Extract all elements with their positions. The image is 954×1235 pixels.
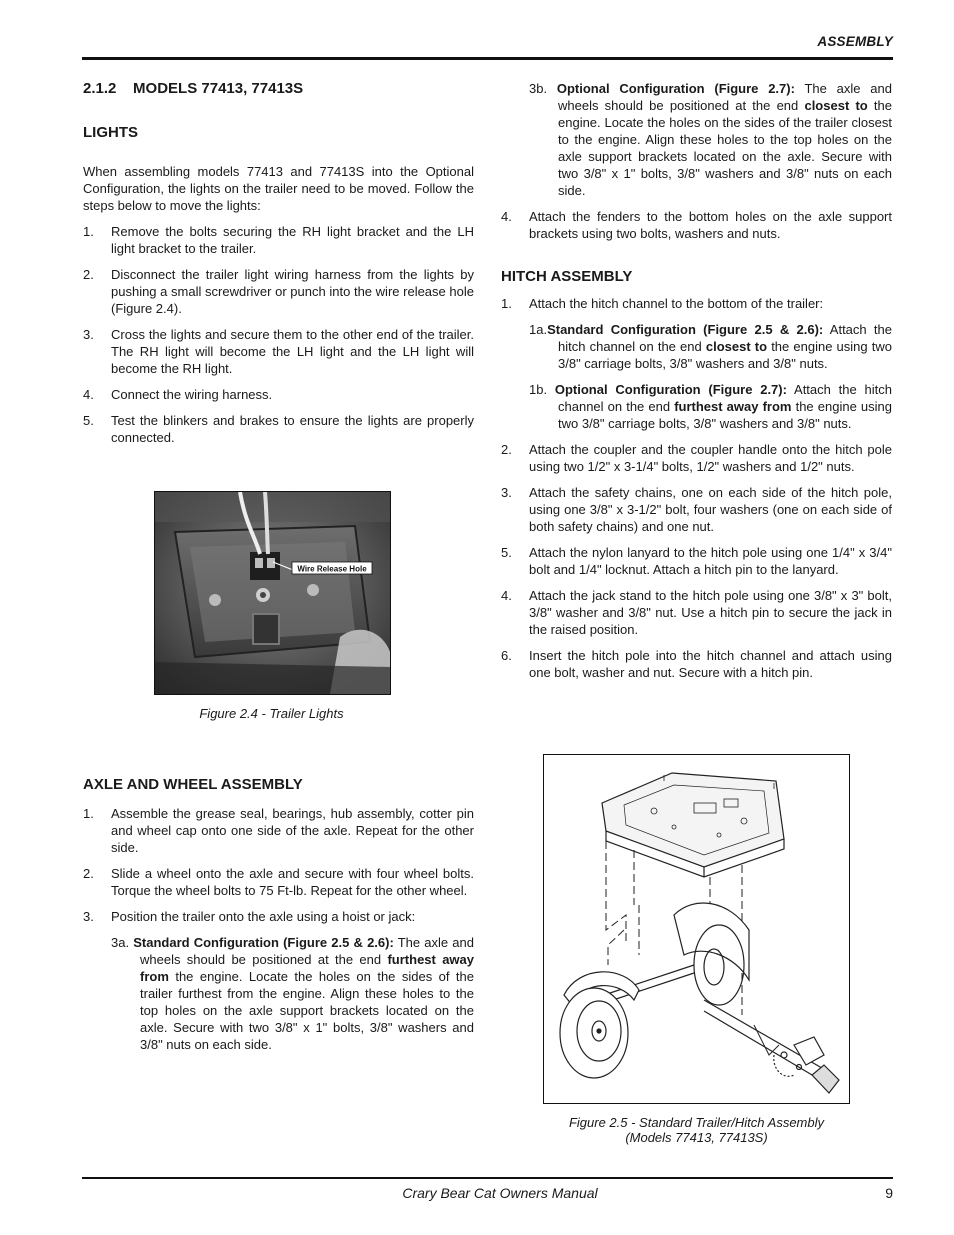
lights-intro: When assembling models 77413 and 77413S into the Optional Configuration, the lights on the trailer need to be moved. Follow the steps below to move the lights: [83, 164, 474, 213]
page-number: 9 [885, 1185, 893, 1201]
list-item: 2. Slide a wheel onto the axle and secure with four wheel bolts. Torque the wheel bolts to 75 Ft-lb. Repeat for the other wheel. [83, 866, 474, 898]
list-item: 3. Attach the safety chains, one on each side of the hitch pole, using one 3/8" x 3-1/2" bolt, four washers (one on each side of both safety chains) and one nut. [501, 485, 892, 534]
list-item: 5. Test the blinkers and brakes to ensure the lights are properly connected. [83, 413, 474, 445]
trailer-hitch-diagram [543, 754, 850, 1104]
figure-2-4-caption: Figure 2.4 - Trailer Lights [199, 706, 344, 721]
wire-release-callout: Wire Release Hole [297, 564, 367, 574]
list-item: 1. Assemble the grease seal, bearings, hub assembly, cotter pin and wheel cap onto one side of the axle. Repeat for the other side. [83, 806, 474, 855]
section-title: MODELS 77413, 77413S [133, 80, 304, 97]
section-heading [83, 80, 474, 97]
list-item: 2. Disconnect the trailer light wiring harness from the lights by pushing a small screwdriver or punch into the wire release hole (Figure 2.4). [83, 267, 474, 316]
axle-substep-3b: 3b. Optional Configuration (Figure 2.7): The axle and wheels should be positioned at the end closest to the engine. Locate the holes on the sides of the trailer closest to the engine. Align these holes to the top holes on the axle support brackets located on the axle. Secure with two 3/8" x 1" bolts, 3/8" washers and 3/8" nuts on each side. [529, 81, 892, 198]
left-column-bottom [83, 776, 474, 1062]
list-item: 1. Attach the hitch channel to the bottom of the trailer: [501, 296, 824, 311]
hitch-steps [501, 441, 892, 681]
footer-rule [82, 1177, 893, 1179]
axle-heading: AXLE AND WHEEL ASSEMBLY [83, 776, 303, 793]
trailer-lights-photo [154, 491, 391, 695]
lights-heading: LIGHTS [83, 124, 138, 141]
trailer-light-image [155, 492, 390, 694]
header-rule [82, 57, 893, 60]
list-item: 6. Insert the hitch pole into the hitch channel and attach using one bolt, washer and nut. Secure with a hitch pin. [501, 648, 892, 680]
lights-steps [83, 223, 474, 446]
hitch-step-1-list [501, 295, 892, 312]
trailer-assembly-drawing [544, 755, 849, 1103]
footer-manual-title: Crary Bear Cat Owners Manual [402, 1185, 598, 1201]
figure-2-5-caption-line1: Figure 2.5 - Standard Trailer/Hitch Assembly [568, 1115, 825, 1130]
running-header: ASSEMBLY [817, 34, 893, 49]
list-item: 4. Attach the jack stand to the hitch pole using one 3/8" x 3" bolt, 3/8" washer and 3/8" nut. Use a hitch pin to secure the jack in the raised position. [501, 588, 892, 637]
hitch-heading: HITCH ASSEMBLY [501, 268, 633, 285]
axle-substep-3a: 3a. Standard Configuration (Figure 2.5 & 2.6): The axle and wheels should be positioned at the end furthest away from the engine. Locate the holes on the sides of the trailer furthest from the engine. Align these holes to the top holes on the axle support brackets located on the axle. Secure with two 3/8" x 1" bolts, 3/8" washers and 3/8" nuts on each side. [111, 935, 474, 1052]
hitch-substep-1b: 1b. Optional Configuration (Figure 2.7): Attach the hitch channel on the end furthest away from the engine using two 3/8" carriage bolts, 3/8" washers and 3/8" nuts. [529, 382, 892, 431]
figure-2-5-caption [530, 1115, 863, 1145]
list-item: 4. Connect the wiring harness. [83, 387, 273, 402]
axle-step-4-list [501, 208, 892, 242]
left-column-top [83, 80, 474, 455]
list-item: 3. Position the trailer onto the axle using a hoist or jack: [83, 909, 416, 924]
figure-2-5-caption-line2: (Models 77413, 77413S) [625, 1130, 768, 1145]
hitch-substep-1a: 1a.Standard Configuration (Figure 2.5 & 2.6): Attach the hitch channel on the end closest to the engine using two 3/8" carriage bolts, 3/8" washers and 3/8" nuts. [529, 322, 892, 371]
list-item: 1. Remove the bolts securing the RH light bracket and the LH light bracket to the trailer. [83, 224, 474, 256]
right-column [501, 80, 892, 690]
list-item: 3. Cross the lights and secure them to the other end of the trailer. The RH light will become the LH light and the LH light will become the RH light. [83, 327, 474, 376]
axle-steps [83, 805, 474, 925]
list-item: 4. Attach the fenders to the bottom holes on the axle support brackets using two bolts, washers and nuts. [501, 209, 892, 241]
section-number: 2.1.2 [83, 80, 117, 97]
list-item: 5. Attach the nylon lanyard to the hitch pole using one 1/4" x 3/4" bolt and 1/4" locknut. Attach a hitch pin to the lanyard. [501, 545, 892, 577]
list-item: 2. Attach the coupler and the coupler handle onto the hitch pole using two 1/2" x 3-1/4" bolts, 1/2" washers and 1/2" nuts. [501, 442, 892, 474]
